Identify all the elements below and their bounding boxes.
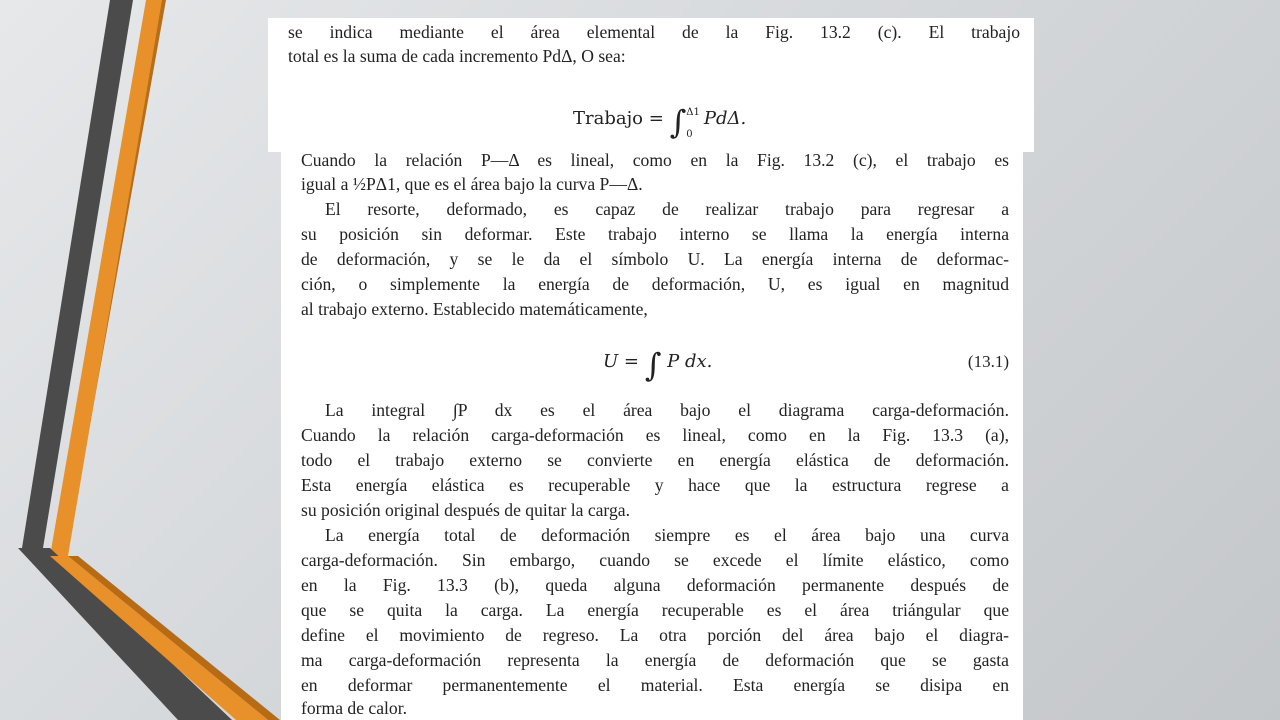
integral-sign: ∫: [669, 103, 687, 141]
integral-limits: [686, 102, 700, 146]
text-line: La energía total de deformación siempre es el área bajo una curva: [325, 525, 1009, 545]
text-line: igual a ½PΔ1, que es el área bajo la curva P—Δ.: [301, 174, 643, 194]
equation-lhs: Trabajo =: [573, 108, 664, 129]
equation-strain-energy: [603, 346, 713, 384]
text-line: Cuando la relación P—Δ es lineal, como en la Fig. 13.2 (c), el trabajo es: [301, 150, 1009, 170]
scanned-page-main: [281, 150, 1023, 720]
equation-integrand: P dx.: [667, 351, 713, 372]
text-line: carga-deformación. Sin embargo, cuando se excede el límite elástico, como: [301, 550, 1009, 570]
text-line: su posición original después de quitar la carga.: [301, 500, 630, 520]
upper-limit: Δ1: [686, 107, 700, 118]
text-line: al trabajo externo. Establecido matemáticamente,: [301, 299, 648, 319]
text-line: en la Fig. 13.3 (b), queda alguna deformación permanente después de: [301, 575, 1009, 595]
text-line: ma carga-deformación representa la energía de deformación que se gasta: [301, 650, 1009, 670]
equation-integrand: PdΔ.: [703, 108, 747, 129]
equation-work: [573, 102, 746, 146]
text-line: forma de calor.: [301, 698, 408, 718]
text-line: El resorte, deformado, es capaz de realizar trabajo para regresar a: [325, 199, 1009, 219]
text-line: Cuando la relación carga-deformación es lineal, como en la Fig. 13.3 (a),: [301, 425, 1009, 445]
text-line: total es la suma de cada incremento PdΔ, O sea:: [288, 46, 626, 66]
text-line: que se quita la carga. La energía recuperable es el área triángular que: [301, 600, 1009, 620]
text-line: ción, o simplemente la energía de deformación, U, es igual en magnitud: [301, 274, 1009, 294]
text-line: su posición sin deformar. Este trabajo interno se llama la energía interna: [301, 224, 1009, 244]
dark-corner-band: [18, 548, 232, 720]
text-line: todo el trabajo externo se convierte en energía elástica de deformación.: [301, 450, 1009, 470]
text-line: define el movimiento de regreso. La otra porción del área bajo el diagra-: [301, 625, 1009, 645]
equation-number: (13.1): [967, 352, 1009, 371]
text-line: se indica mediante el área elemental de la Fig. 13.2 (c). El trabajo: [288, 22, 1020, 42]
text-line: en deformar permanentemente el material. Esta energía se disipa en: [301, 675, 1009, 695]
text-line: Esta energía elástica es recuperable y hace que la estructura regrese a: [301, 475, 1009, 495]
integral-sign: ∫: [644, 346, 662, 384]
scanned-excerpt-top: [268, 18, 1034, 152]
text-line: de deformación, y se le da el símbolo U. La energía interna de deformac-: [301, 249, 1009, 269]
equation-lhs: U =: [603, 351, 639, 372]
text-line: La integral ∫P dx es el área bajo el diagrama carga-deformación.: [325, 400, 1009, 420]
lower-limit: 0: [686, 129, 693, 140]
